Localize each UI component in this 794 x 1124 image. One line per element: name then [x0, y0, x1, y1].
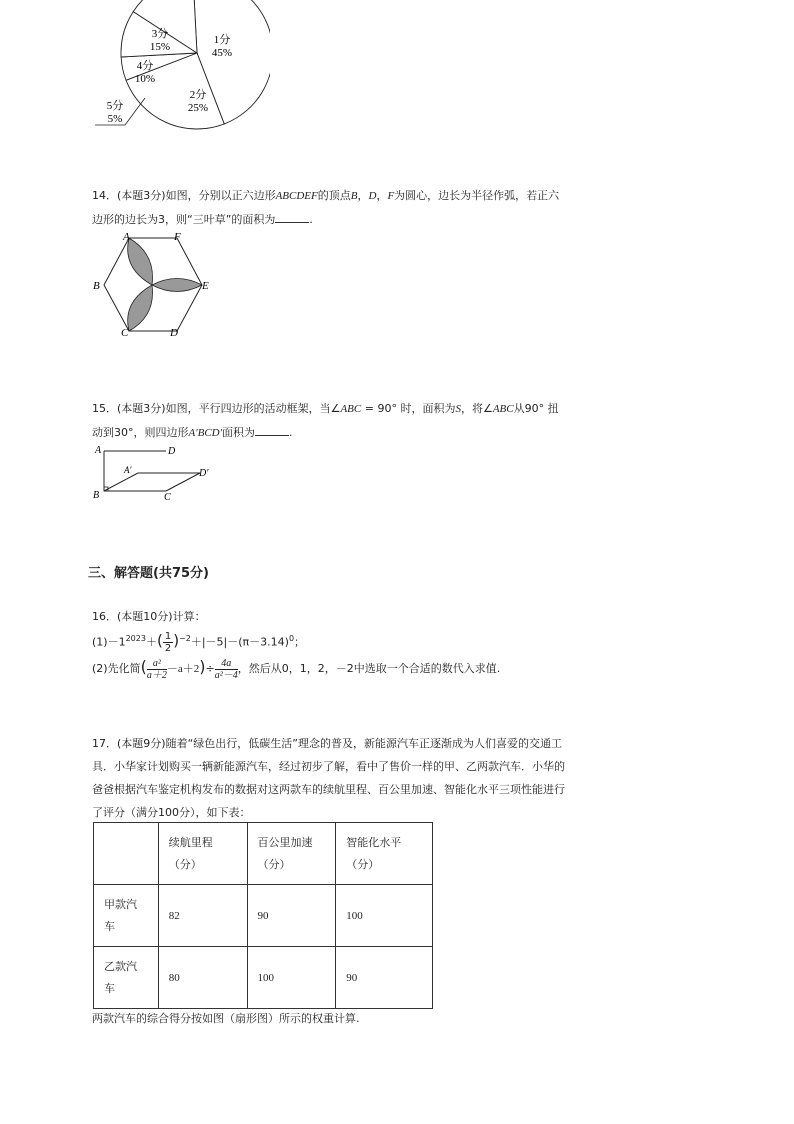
fraction-4a-over-a2-minus-4: $\frac{4a}{\text{a²－4}}$: [214, 657, 238, 681]
table-header-row: [94, 823, 433, 885]
pie-label-3: 3分: [151, 28, 169, 40]
label-A: A: [95, 445, 102, 456]
fraction-one-half: $\frac{1}{2}$: [164, 631, 172, 655]
table-row: [94, 885, 433, 947]
question-17-line-3: 爸爸根据汽车鉴定机构发布的数据对这两款车的续航里程、百公里加速、智能化水平三项性能进行: [92, 783, 565, 796]
table-cell: 82: [158, 885, 247, 947]
table-cell: 90: [247, 885, 336, 947]
table-cell: 100: [247, 947, 336, 1009]
label-B: B: [93, 280, 100, 292]
question-16: [92, 605, 592, 682]
pie-label-5: 5分: [106, 100, 124, 112]
pie-label-1: 1分: [213, 34, 231, 46]
pie-pct-1: 45%: [211, 47, 233, 59]
pie-label-4: 4分: [136, 60, 154, 72]
score-table: [93, 822, 433, 1009]
leaf-right: [152, 279, 202, 292]
table-row: [94, 947, 433, 1009]
label-D: D: [170, 327, 178, 339]
table-row-label: 甲款汽 车: [94, 885, 159, 947]
parallelogram-figure: [90, 442, 220, 502]
question-16-part-1: $(1)-1^{2023}+$( $\frac{1}{2}$ )$^{-2}+|-5|-(\pi-3.14)^0$；: [92, 631, 306, 655]
question-14: [92, 184, 592, 231]
question-17-line-1: 17．(本题9分)随着“绿色出行，低碳生活”理念的普及，新能源汽车正逐渐成为人们喜爱的交通工: [92, 737, 562, 750]
pie-label-2: 2分: [189, 89, 207, 101]
answer-blank: [275, 212, 309, 223]
question-17-line-4: 了评分（满分100分），如下表：: [92, 806, 251, 819]
label-A-prime: A′: [124, 465, 132, 475]
table-cell: 90: [336, 947, 433, 1009]
label-C: C: [164, 492, 171, 502]
pie-leader-line: [125, 98, 145, 125]
question-17-line-2: 具．小华家计划购买一辆新能源汽车，经过初步了解，看中了售价一样的甲、乙两款汽车．小华的: [92, 760, 565, 773]
hexagon-figure: [90, 228, 220, 343]
label-E: E: [202, 280, 209, 292]
table-cell: 80: [158, 947, 247, 1009]
label-F: F: [174, 231, 181, 243]
question-15: [92, 397, 592, 445]
question-17-footer: 两款汽车的综合得分按如图（扇形图）所示的权重计算.: [92, 1012, 360, 1025]
question-16-title: 16．(本题10分)计算：: [92, 610, 206, 623]
table-header-cell: 百公里加速 （分）: [247, 823, 336, 885]
leaf-upper: [128, 238, 153, 285]
pie-pct-3: 15%: [149, 41, 171, 53]
question-14-line-1: 14．(本题3分)如图，分别以正六边形ABCDEF的顶点B，D，F为圆心，边长为半径作弧，若正六: [92, 189, 560, 202]
label-D: D: [168, 446, 176, 457]
question-17: [92, 732, 592, 824]
table-row-label: 乙款汽 车: [94, 947, 159, 1009]
label-B: B: [93, 490, 100, 501]
table-header-cell: 智能化水平 （分）: [336, 823, 433, 885]
table-corner-cell: [94, 823, 159, 885]
label-A: A: [123, 231, 130, 243]
pie-pct-4: 10%: [134, 73, 156, 85]
table-cell: 100: [336, 885, 433, 947]
question-14-line-2: 边形的边长为3，则“三叶草”的面积为 .: [92, 213, 313, 226]
fraction-a2-over-a-plus-2: $\frac{\text{a²}}{a+2}$: [146, 657, 167, 681]
question-15-line-2: 动到30°，则四边形A′BCD′面积为 .: [92, 426, 293, 439]
leaf-lower: [128, 285, 153, 331]
pie-chart: [90, 0, 270, 135]
pie-pct-2: 25%: [187, 102, 209, 114]
label-D-prime: D′: [199, 468, 209, 479]
label-C: C: [121, 327, 129, 339]
question-16-part-2: (2)先化简( $\frac{\text{a²}}{a+2}$ －a＋2)÷ $\frac{4a}{\text{a²－4}}$ ，然后从0，1，2，－2中选取一个合适的数代入求值.: [92, 657, 501, 681]
table-header-cell: 续航里程 （分）: [158, 823, 247, 885]
question-15-line-1: 15．(本题3分)如图，平行四边形的活动框架，当∠ABC = 90° 时，面积为S，将∠ABC从90° 扭: [92, 402, 559, 415]
pie-pct-5: 5%: [107, 113, 123, 125]
section-title: 三、解答题(共75分): [88, 566, 209, 581]
answer-blank: [255, 425, 289, 436]
